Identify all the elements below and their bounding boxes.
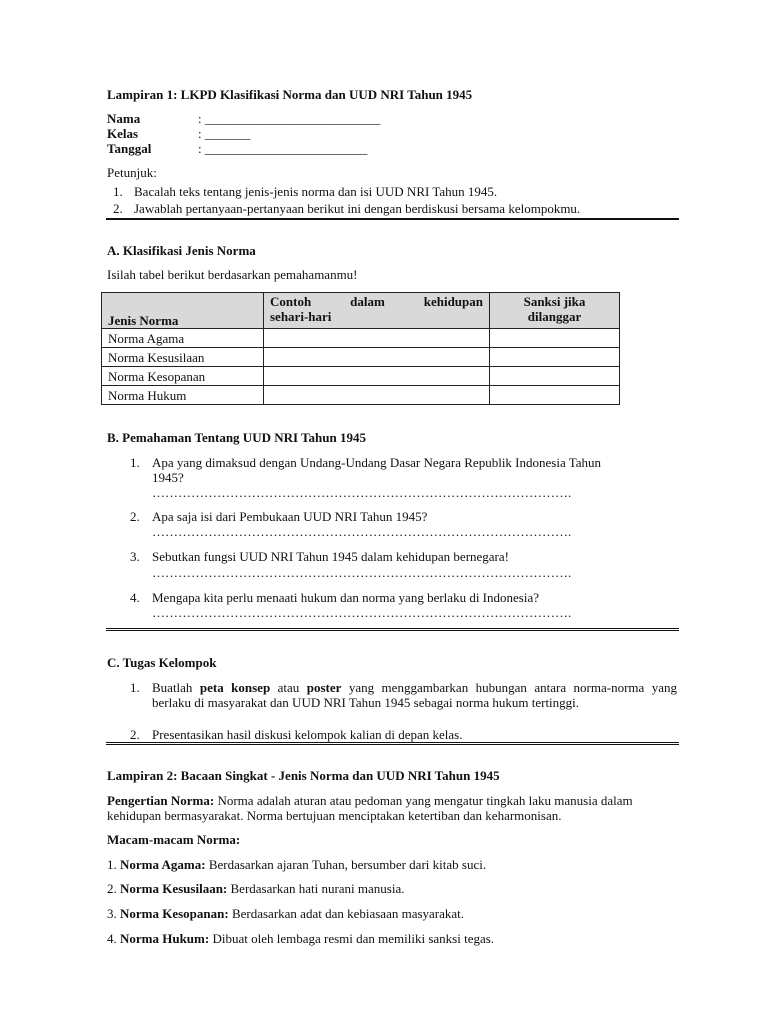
section-c-heading: C. Tugas Kelompok [107,655,217,670]
sanksi-cell[interactable] [490,348,620,367]
question-num: 4. [130,590,140,605]
macam-item [107,881,405,896]
task-1-pre: Buatlah [152,680,200,695]
answer-dots[interactable]: ……………………………………………………………………………………. [152,524,572,539]
col-sanksi [490,293,620,329]
macam-item [107,931,494,946]
col-contoh-word: dalam [350,294,385,309]
question-text: Sebutkan fungsi UUD NRI Tahun 1945 dalam kehidupan bernegara! [152,549,509,564]
macam-text: Berdasarkan adat dan kebiasaan masyarakat. [228,906,465,921]
section-a-heading: A. Klasifikasi Jenis Norma [107,243,256,258]
question-num: 3. [130,549,140,564]
task-1-post: yang menggambarkan hubungan antara norma-norma yang berlaku di masyarakat dan UUD NRI Tahun 1945 sebagai norma hukum tertinggi. [152,680,678,710]
question-text: Mengapa kita perlu menaati hukum dan norma yang berlaku di Indonesia? [152,590,539,605]
sanksi-cell[interactable] [490,329,620,348]
task-1-peta-konsep: peta konsep [199,680,271,695]
task-1-poster: poster [306,680,342,695]
petunjuk-num: 1. [113,184,123,199]
petunjuk-item: Jawablah pertanyaan-pertanyaan berikut ini dengan berdiskusi bersama kelompokmu. [134,201,581,216]
macam-num: 1. [107,857,120,872]
tanggal-label: Tanggal [107,141,152,156]
nama-label: Nama [107,111,141,126]
task-2-text: Presentasikan hasil diskusi kelompok kalian di depan kelas. [152,727,463,742]
col-contoh-line2: sehari-hari [270,309,332,324]
nama-field[interactable]: : ___________________________ [198,111,381,126]
petunjuk-item: Bacalah teks tentang jenis-jenis norma dan isi UUD NRI Tahun 1945. [134,184,498,199]
col-contoh-word: Contoh [270,294,312,309]
section-divider [106,218,679,220]
question-text: 1945? [152,470,184,485]
macam-num: 2. [107,881,120,896]
lampiran2-title: Lampiran 2: Bacaan Singkat - Jenis Norma dan UUD NRI Tahun 1945 [107,768,500,783]
section-divider [106,742,679,745]
contoh-cell[interactable] [264,348,490,367]
section-a-instruction: Isilah tabel berikut berdasarkan pemahamanmu! [107,267,358,282]
macam-text: Dibuat oleh lembaga resmi dan memiliki sanksi tegas. [209,931,495,946]
row-jenis-norma: Norma Hukum [102,386,264,405]
contoh-cell[interactable] [264,329,490,348]
answer-dots[interactable]: ……………………………………………………………………………………. [152,565,572,580]
table-row [102,367,620,386]
task-num: 1. [130,680,140,695]
pengertian-paragraph [107,793,677,823]
macam-label: Norma Kesusilaan: [120,881,228,896]
col-contoh [264,293,490,329]
tanggal-field[interactable]: : _________________________ [198,141,368,156]
lampiran1-title: Lampiran 1: LKPD Klasifikasi Norma dan UUD NRI Tahun 1945 [107,87,473,102]
kelas-label: Kelas [107,126,139,141]
question-text: Apa yang dimaksud dengan Undang-Undang Dasar Negara Republik Indonesia Tahun [152,455,602,470]
section-divider [106,628,679,631]
col-contoh-word: kehidupan [423,294,483,309]
table-header-row [102,293,620,329]
pengertian-label: Pengertian Norma: [107,793,215,808]
table-row [102,348,620,367]
task-1-text [152,680,677,710]
col-sanksi-line2: dilanggar [527,309,582,324]
answer-dots[interactable]: ……………………………………………………………………………………. [152,485,572,500]
sanksi-cell[interactable] [490,386,620,405]
sanksi-cell[interactable] [490,367,620,386]
question-num: 2. [130,509,140,524]
section-b-heading: B. Pemahaman Tentang UUD NRI Tahun 1945 [107,430,366,445]
question-text: Apa saja isi dari Pembukaan UUD NRI Tahun 1945? [152,509,428,524]
kelas-field[interactable]: : _______ [198,126,251,141]
table-row [102,386,620,405]
macam-label: Norma Kesopanan: [120,906,229,921]
macam-heading: Macam-macam Norma: [107,832,241,847]
answer-dots[interactable]: ……………………………………………………………………………………. [152,605,572,620]
macam-text: Berdasarkan hati nurani manusia. [227,881,405,896]
contoh-cell[interactable] [264,386,490,405]
macam-label: Norma Hukum: [120,931,210,946]
col-jenis-norma: Jenis Norma [102,293,264,329]
norma-table [101,292,620,405]
macam-item [107,857,486,872]
task-1-mid: atau [270,680,307,695]
macam-num: 4. [107,931,120,946]
macam-num: 3. [107,906,120,921]
row-jenis-norma: Norma Kesusilaan [102,348,264,367]
petunjuk-num: 2. [113,201,123,216]
row-jenis-norma: Norma Kesopanan [102,367,264,386]
macam-item [107,906,464,921]
table-row [102,329,620,348]
petunjuk-label: Petunjuk: [107,165,157,180]
pengertian-text: Norma adalah aturan atau pedoman yang mengatur tingkah laku manusia dalam kehidupan bermasyarakat. Norma bertujuan menciptakan ketertiban dan keharmonisan. [107,793,633,823]
task-num: 2. [130,727,140,742]
col-sanksi-line1: Sanksi jika [523,294,586,309]
contoh-cell[interactable] [264,367,490,386]
question-num: 1. [130,455,140,470]
macam-label: Norma Agama: [120,857,206,872]
macam-text: Berdasarkan ajaran Tuhan, bersumber dari kitab suci. [205,857,487,872]
row-jenis-norma: Norma Agama [102,329,264,348]
